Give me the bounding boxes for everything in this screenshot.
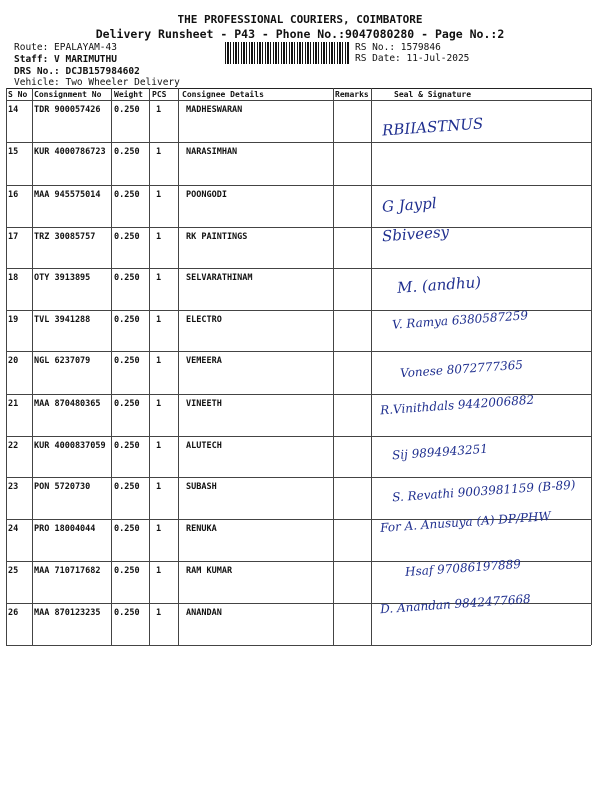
consignee-cell: SUBASH: [186, 482, 217, 492]
consignment-cell: NGL 6237079: [34, 356, 91, 366]
signature-row-16: G Jaypl: [381, 194, 438, 216]
column-divider: [333, 88, 334, 645]
table-border: [591, 88, 592, 645]
consignment-cell: MAA 945575014: [34, 190, 101, 200]
pcs-cell: 1: [156, 273, 162, 283]
column-header: Remarks: [335, 90, 369, 99]
barcode-image: [225, 42, 349, 64]
weight-cell: 0.250: [114, 105, 140, 115]
consignment-cell: KUR 4000837059: [34, 441, 106, 451]
pcs-cell: 1: [156, 232, 162, 242]
table-row: [6, 604, 591, 646]
consignment-cell: MAA 870123235: [34, 608, 101, 618]
pcs-cell: 1: [156, 399, 162, 409]
staff-label: Staff: V MARIMUTHU: [14, 54, 117, 65]
consignment-cell: TRZ 30085757: [34, 232, 96, 242]
table-header: [6, 89, 591, 101]
weight-cell: 0.250: [114, 315, 140, 325]
signature-row-19: V. Ramya 6380587259: [391, 308, 529, 332]
weight-cell: 0.250: [114, 608, 140, 618]
rs-date: RS Date: 11-Jul-2025: [355, 53, 470, 64]
pcs-cell: 1: [156, 482, 162, 492]
weight-cell: 0.250: [114, 190, 140, 200]
signature-row-26: D. Anandan 9842477668: [379, 591, 532, 617]
consignee-cell: MADHESWARAN: [186, 105, 243, 115]
pcs-cell: 1: [156, 147, 162, 157]
table-row: [6, 143, 591, 186]
sno-cell: 14: [8, 105, 19, 115]
sno-cell: 23: [8, 482, 19, 492]
rs-number: RS No.: 1579846: [355, 42, 441, 53]
consignment-cell: MAA 710717682: [34, 566, 101, 576]
sno-cell: 22: [8, 441, 19, 451]
company-name: THE PROFESSIONAL COURIERS, COIMBATORE: [177, 13, 423, 26]
runsheet-subtitle: Delivery Runsheet - P43 - Phone No.:9047080280 - Page No.:2: [95, 27, 505, 41]
consignment-cell: OTY 3913895: [34, 273, 91, 283]
weight-cell: 0.250: [114, 566, 140, 576]
consignment-cell: KUR 4000786723: [34, 147, 106, 157]
route-label: Route: EPALAYAM-43: [14, 42, 117, 53]
consignee-cell: ELECTRO: [186, 315, 222, 325]
consignment-cell: MAA 870480365: [34, 399, 101, 409]
table-row: [6, 186, 591, 228]
consignee-cell: RENUKA: [186, 524, 217, 534]
signature-row-22: Sij 9894943251: [391, 441, 489, 463]
table-row: [6, 228, 591, 269]
pcs-cell: 1: [156, 441, 162, 451]
consignee-cell: RK PAINTINGS: [186, 232, 248, 242]
table-row: [6, 101, 591, 143]
table-row: [6, 269, 591, 311]
column-header: Consignee Details: [182, 90, 264, 99]
weight-cell: 0.250: [114, 399, 140, 409]
signature-row-18: M. (andhu): [396, 273, 482, 297]
column-divider: [32, 88, 33, 645]
consignment-cell: PRO 18004044: [34, 524, 96, 534]
weight-cell: 0.250: [114, 524, 140, 534]
column-divider: [111, 88, 112, 645]
column-header: Weight: [114, 90, 143, 99]
pcs-cell: 1: [156, 524, 162, 534]
column-header: Consignment No: [34, 90, 102, 99]
table-border: [6, 88, 7, 645]
signature-row-20: Vonese 8072777365: [399, 357, 524, 381]
weight-cell: 0.250: [114, 482, 140, 492]
sno-cell: 20: [8, 356, 19, 366]
consignment-cell: PON 5720730: [34, 482, 91, 492]
consignee-cell: RAM KUMAR: [186, 566, 233, 576]
sno-cell: 26: [8, 608, 19, 618]
consignment-cell: TVL 3941288: [34, 315, 91, 325]
pcs-cell: 1: [156, 315, 162, 325]
sno-cell: 19: [8, 315, 19, 325]
vehicle-label: Vehicle: Two Wheeler Delivery: [14, 77, 180, 88]
table-row: [6, 437, 591, 478]
consignee-cell: VINEETH: [186, 399, 222, 409]
pcs-cell: 1: [156, 190, 162, 200]
column-header: Seal & Signature: [394, 90, 472, 99]
signature-row-21: R.Vinithdals 9442006882: [379, 392, 535, 418]
signature-row-24: For A. Anusuya (A) DP/PHW: [379, 509, 552, 535]
consignee-cell: POONGODI: [186, 190, 227, 200]
signature-row-23: S. Revathi 9003981159 (B-89): [391, 477, 576, 505]
column-divider: [149, 88, 150, 645]
signature-row-14: RBIIASTNUS: [381, 114, 484, 140]
weight-cell: 0.250: [114, 356, 140, 366]
weight-cell: 0.250: [114, 232, 140, 242]
weight-cell: 0.250: [114, 273, 140, 283]
column-header: PCS: [152, 90, 167, 99]
sno-cell: 25: [8, 566, 19, 576]
consignee-cell: ANANDAN: [186, 608, 222, 618]
pcs-cell: 1: [156, 608, 162, 618]
sno-cell: 21: [8, 399, 19, 409]
column-divider: [178, 88, 179, 645]
sno-cell: 16: [8, 190, 19, 200]
sno-cell: 18: [8, 273, 19, 283]
weight-cell: 0.250: [114, 441, 140, 451]
sno-cell: 15: [8, 147, 19, 157]
signature-row-17: Sbiveesy: [381, 222, 450, 246]
consignee-cell: SELVARATHINAM: [186, 273, 253, 283]
pcs-cell: 1: [156, 566, 162, 576]
consignee-cell: ALUTECH: [186, 441, 222, 451]
sno-cell: 17: [8, 232, 19, 242]
sno-cell: 24: [8, 524, 19, 534]
consignee-cell: NARASIMHAN: [186, 147, 238, 157]
pcs-cell: 1: [156, 356, 162, 366]
column-header: S No: [8, 90, 28, 99]
consignee-cell: VEMEERA: [186, 356, 222, 366]
consignment-cell: TDR 900057426: [34, 105, 101, 115]
weight-cell: 0.250: [114, 147, 140, 157]
pcs-cell: 1: [156, 105, 162, 115]
column-divider: [371, 88, 372, 645]
drs-label: DRS No.: DCJB157984602: [14, 66, 140, 77]
signature-row-25: Hsaf 97086197889: [404, 556, 522, 580]
